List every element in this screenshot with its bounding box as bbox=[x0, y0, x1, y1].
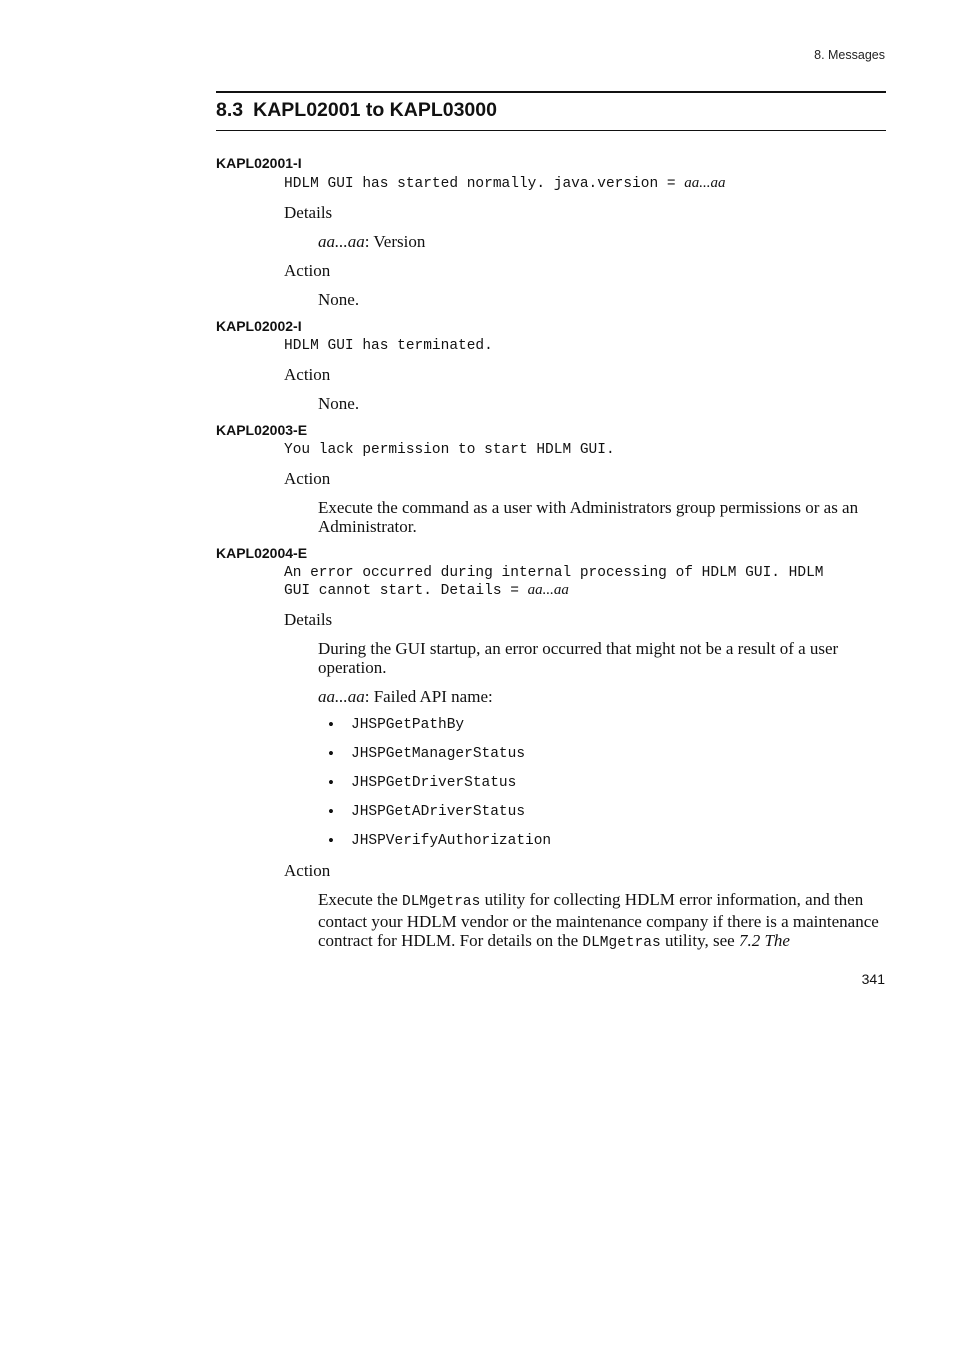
bullet-icon: • bbox=[328, 831, 334, 850]
action-text: Execute the command as a user with Administrators group permissions or as an Administrator. bbox=[318, 498, 859, 536]
api-name-list bbox=[318, 716, 886, 851]
utility-name: DLMgetras bbox=[582, 935, 661, 951]
message-text: You lack permission to start HDLM GUI. bbox=[284, 442, 615, 458]
bullet-icon: • bbox=[328, 773, 334, 792]
cross-reference: 7.2 The bbox=[738, 931, 790, 950]
message-text: HDLM GUI has terminated. bbox=[284, 338, 493, 354]
action-text bbox=[318, 890, 886, 953]
message-text-body: HDLM GUI has started normally. java.version = bbox=[284, 176, 685, 192]
message-text bbox=[284, 175, 886, 193]
message-text-body: An error occurred during internal processing of HDLM GUI. HDLM GUI cannot start. Details = bbox=[284, 565, 824, 599]
bullet-icon: • bbox=[328, 744, 334, 763]
message-entry bbox=[216, 155, 886, 309]
details-api-label: : Failed API name: bbox=[364, 687, 493, 706]
details-text: During the GUI startup, an error occurred that might not be a result of a user operation. bbox=[318, 639, 839, 677]
action-text-part: Execute the bbox=[318, 890, 403, 909]
message-entry bbox=[216, 318, 886, 413]
action-heading: Action bbox=[284, 365, 331, 384]
details-variable: aa...aa bbox=[318, 687, 365, 706]
list-item bbox=[318, 832, 886, 851]
list-item bbox=[318, 803, 886, 822]
details-heading: Details bbox=[284, 203, 333, 222]
details-api-intro bbox=[318, 687, 886, 706]
action-heading: Action bbox=[284, 861, 331, 880]
message-variable: aa...aa bbox=[527, 582, 569, 598]
utility-name: DLMgetras bbox=[402, 894, 481, 910]
message-list bbox=[216, 155, 886, 953]
message-id: KAPL02004-E bbox=[216, 545, 308, 561]
message-entry bbox=[216, 422, 886, 536]
section-rule-top bbox=[216, 91, 886, 93]
page-number: 341 bbox=[861, 971, 885, 987]
api-name: JHSPGetPathBy bbox=[351, 717, 465, 733]
section-rule-bottom bbox=[216, 130, 886, 131]
details-heading: Details bbox=[284, 610, 333, 629]
action-heading: Action bbox=[284, 469, 331, 488]
bullet-icon: • bbox=[328, 715, 334, 734]
bullet-icon: • bbox=[328, 802, 334, 821]
list-item bbox=[318, 745, 886, 764]
running-header: 8. Messages bbox=[814, 48, 885, 62]
details-variable: aa...aa bbox=[318, 232, 365, 251]
section-number: 8.3 bbox=[216, 99, 244, 121]
message-variable: aa...aa bbox=[684, 175, 726, 191]
api-name: JHSPGetDriverStatus bbox=[351, 775, 517, 791]
action-text: None. bbox=[318, 290, 360, 309]
api-name: JHSPGetADriverStatus bbox=[351, 804, 526, 820]
details-text bbox=[318, 232, 886, 251]
action-heading: Action bbox=[284, 261, 331, 280]
api-name: JHSPGetManagerStatus bbox=[351, 746, 526, 762]
action-text-part: utility for collecting HDLM error information, and then contact your HDLM vendor or the maintenance company if there is a maintenance contract for HDLM. For details on the bbox=[318, 890, 879, 950]
section-title bbox=[216, 99, 497, 122]
message-entry bbox=[216, 545, 886, 953]
action-text: None. bbox=[318, 394, 360, 413]
action-text-part: utility, see bbox=[660, 931, 739, 950]
api-name: JHSPVerifyAuthorization bbox=[351, 833, 552, 849]
message-id: KAPL02001-I bbox=[216, 155, 302, 171]
section-title-text: KAPL02001 to KAPL03000 bbox=[253, 99, 497, 121]
list-item bbox=[318, 716, 886, 735]
message-text bbox=[284, 565, 886, 600]
list-item bbox=[318, 774, 886, 793]
message-id: KAPL02003-E bbox=[216, 422, 308, 438]
message-id: KAPL02002-I bbox=[216, 318, 302, 334]
details-description: : Version bbox=[364, 232, 426, 251]
